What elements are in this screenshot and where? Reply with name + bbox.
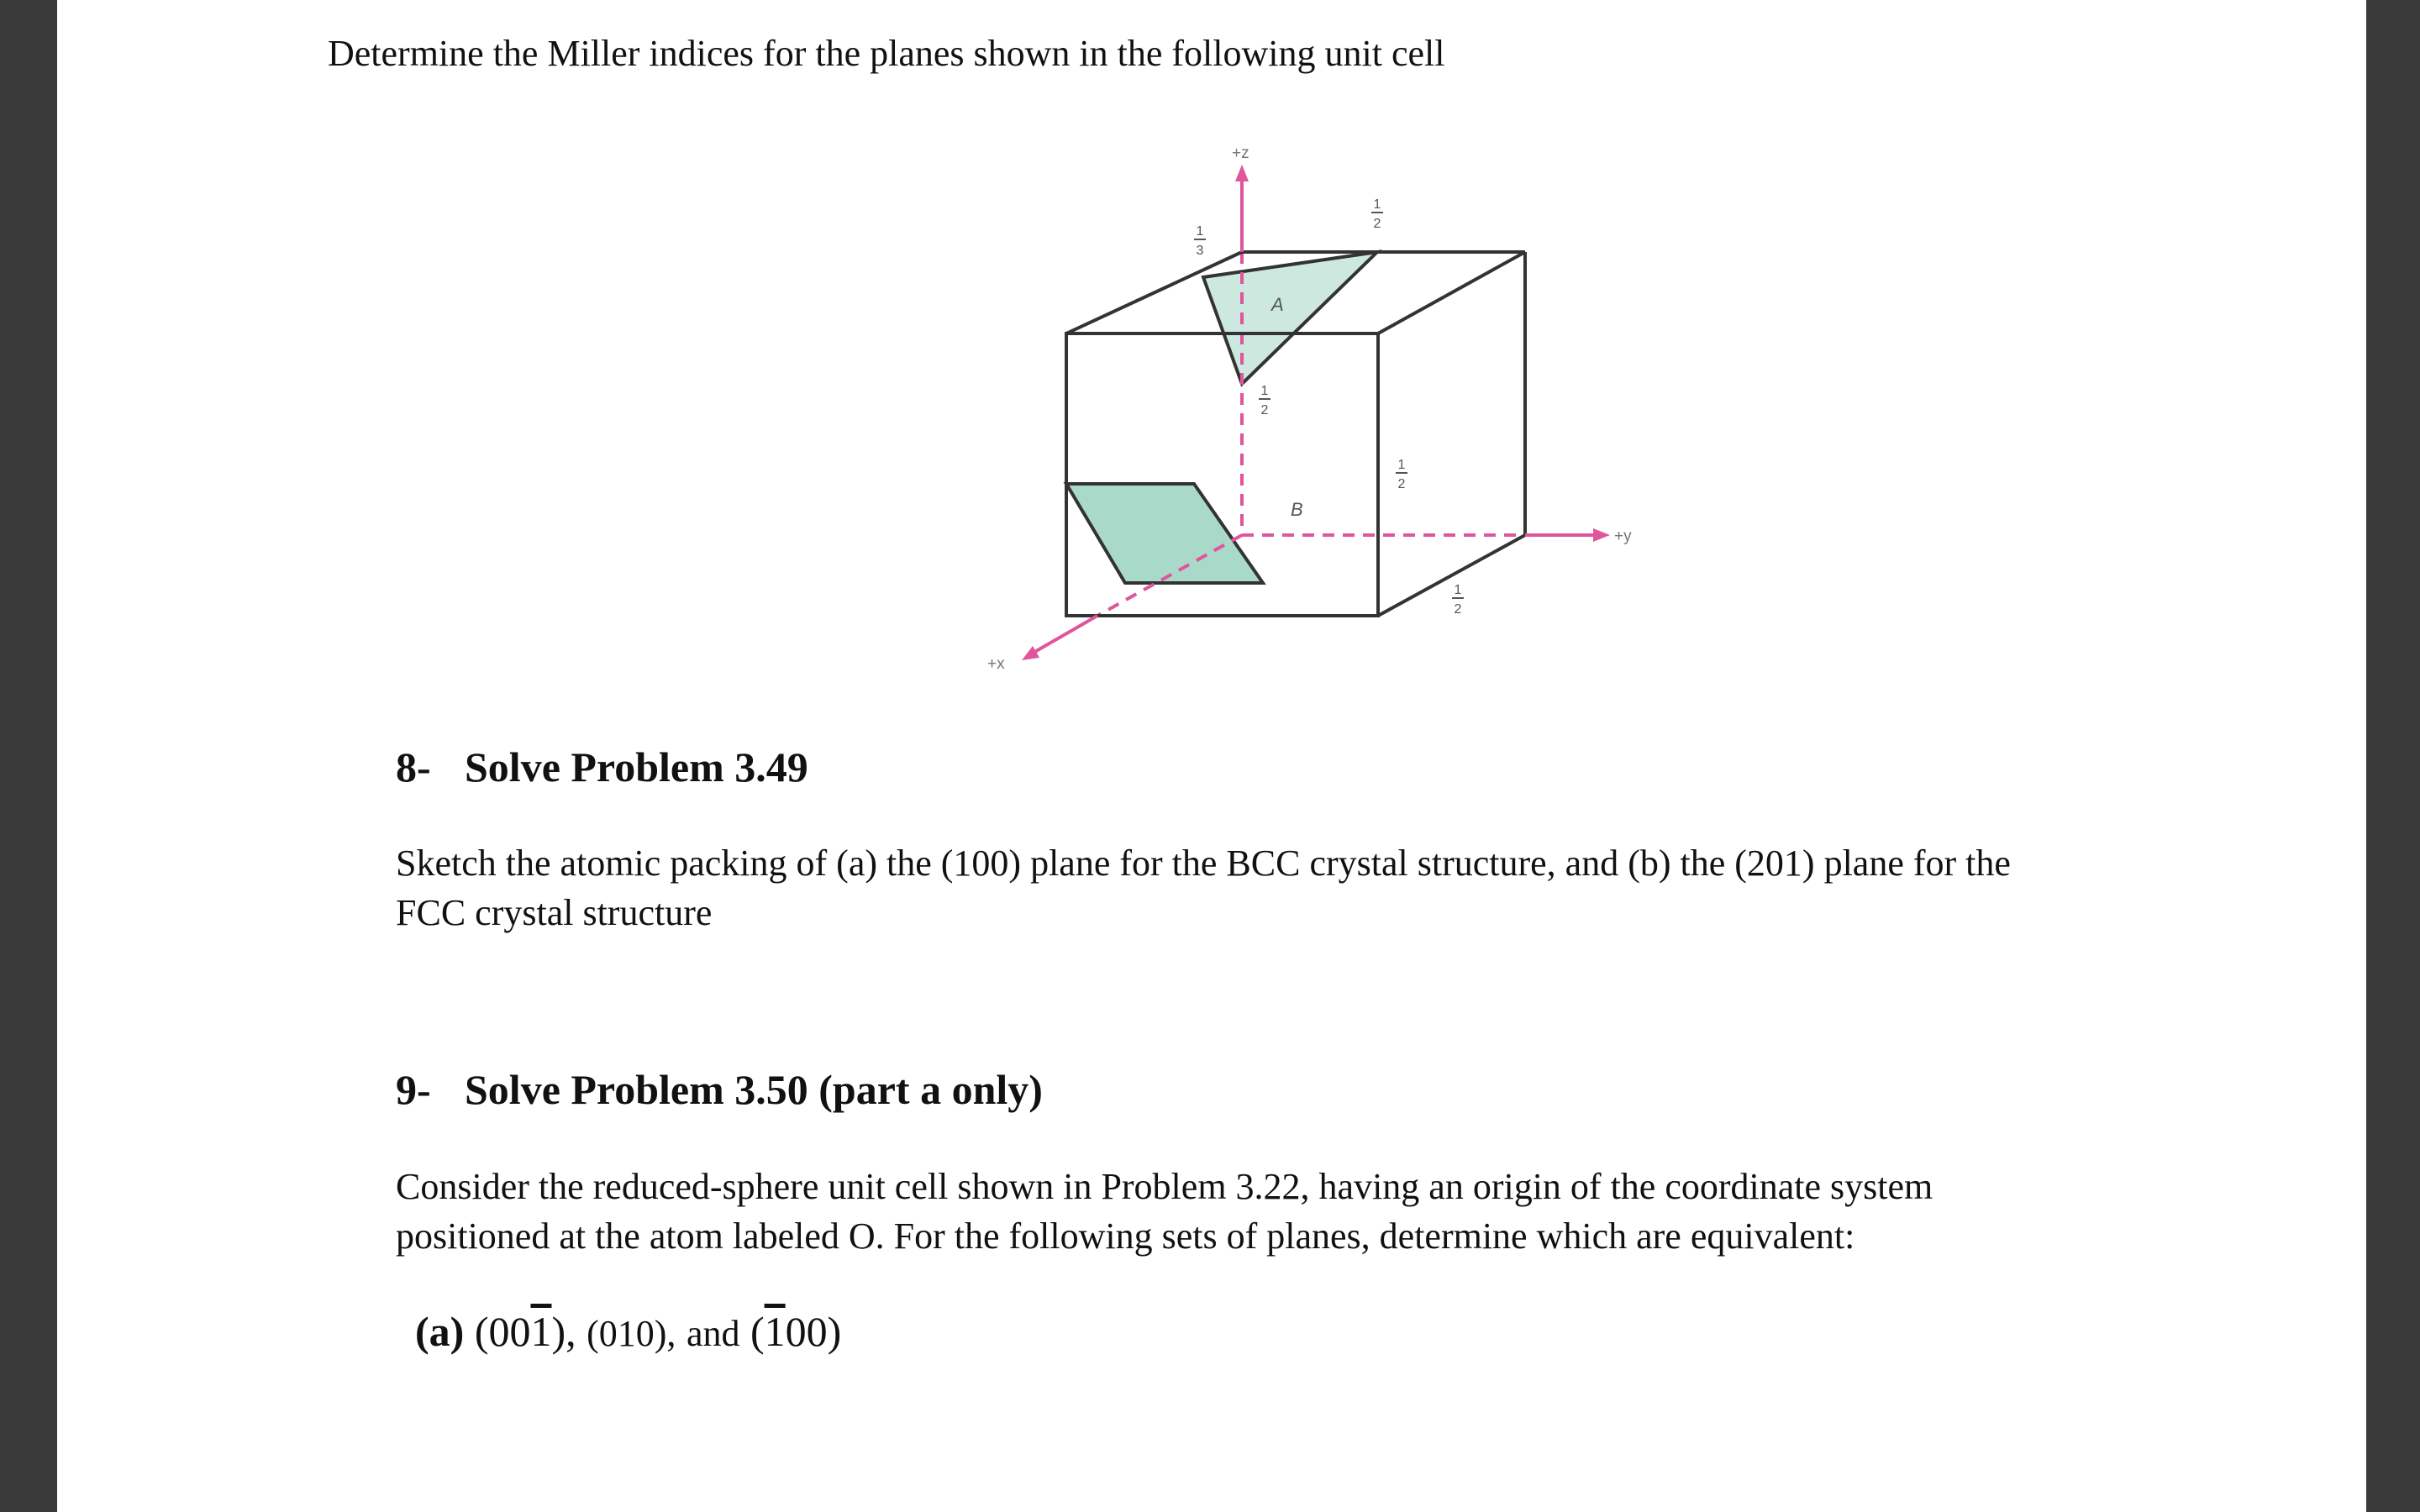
svg-text:1: 1 (1260, 384, 1269, 398)
svg-text:1: 1 (1454, 583, 1462, 597)
svg-text:2: 2 (1260, 403, 1269, 417)
plane-set-3: (100) (750, 1308, 842, 1355)
svg-text:2: 2 (1397, 477, 1406, 491)
x-axis (1032, 616, 1097, 654)
fraction-one-half-right (1396, 458, 1407, 491)
plane-a-label: A (1271, 294, 1284, 315)
plane-a (1203, 252, 1377, 384)
plane-b-label: B (1291, 499, 1303, 520)
y-arrow-icon (1593, 528, 1610, 542)
z-axis-label: +z (1232, 144, 1249, 162)
fraction-one-half-top (1371, 197, 1383, 231)
question-9-title: Solve Problem 3.50 (part a only) (465, 1066, 1043, 1113)
intro-text: Determine the Miller indices for the planes shown in the following unit cell (328, 33, 1445, 74)
and-word: and (686, 1313, 740, 1354)
svg-text:1: 1 (1373, 197, 1381, 212)
x-arrow-icon (1022, 646, 1039, 660)
question-9-heading (396, 1065, 1043, 1114)
plane-set-1: (001), (474, 1308, 576, 1355)
document-page (57, 0, 2366, 1512)
unit-cell-diagram (923, 126, 1679, 689)
svg-text:1: 1 (1196, 224, 1204, 239)
svg-text:2: 2 (1454, 602, 1462, 617)
cube-edge (1378, 535, 1525, 616)
part-a-line (415, 1307, 841, 1356)
cube-edge (1378, 252, 1525, 333)
question-9-number: 9- (396, 1066, 431, 1113)
plane-set-2: (010), (587, 1313, 676, 1354)
fraction-one-third (1194, 224, 1206, 258)
x-axis-label: +x (987, 655, 1005, 673)
z-arrow-icon (1235, 165, 1249, 181)
plane-b (1066, 484, 1263, 583)
question-8-number: 8- (396, 743, 431, 790)
question-8-body: Sketch the atomic packing of (a) the (100) plane for the BCC crystal structure, and (b) the (201) plane for the FCC crystal structure (396, 843, 2011, 933)
part-a-label: (a) (415, 1308, 465, 1355)
y-axis-label: +y (1614, 528, 1632, 545)
question-9-body: Consider the reduced-sphere unit cell shown in Problem 3.22, having an origin of the coordinate system positioned at the atom labeled O. For the following sets of planes, determine which are equivalent: (396, 1166, 1933, 1257)
svg-text:2: 2 (1373, 217, 1381, 231)
fraction-one-half-bottom (1452, 583, 1464, 617)
fraction-one-half-z (1259, 384, 1270, 417)
svg-text:1: 1 (1397, 458, 1406, 472)
question-8-heading (396, 743, 808, 791)
question-8-title: Solve Problem 3.49 (465, 743, 808, 790)
svg-text:3: 3 (1196, 244, 1204, 258)
